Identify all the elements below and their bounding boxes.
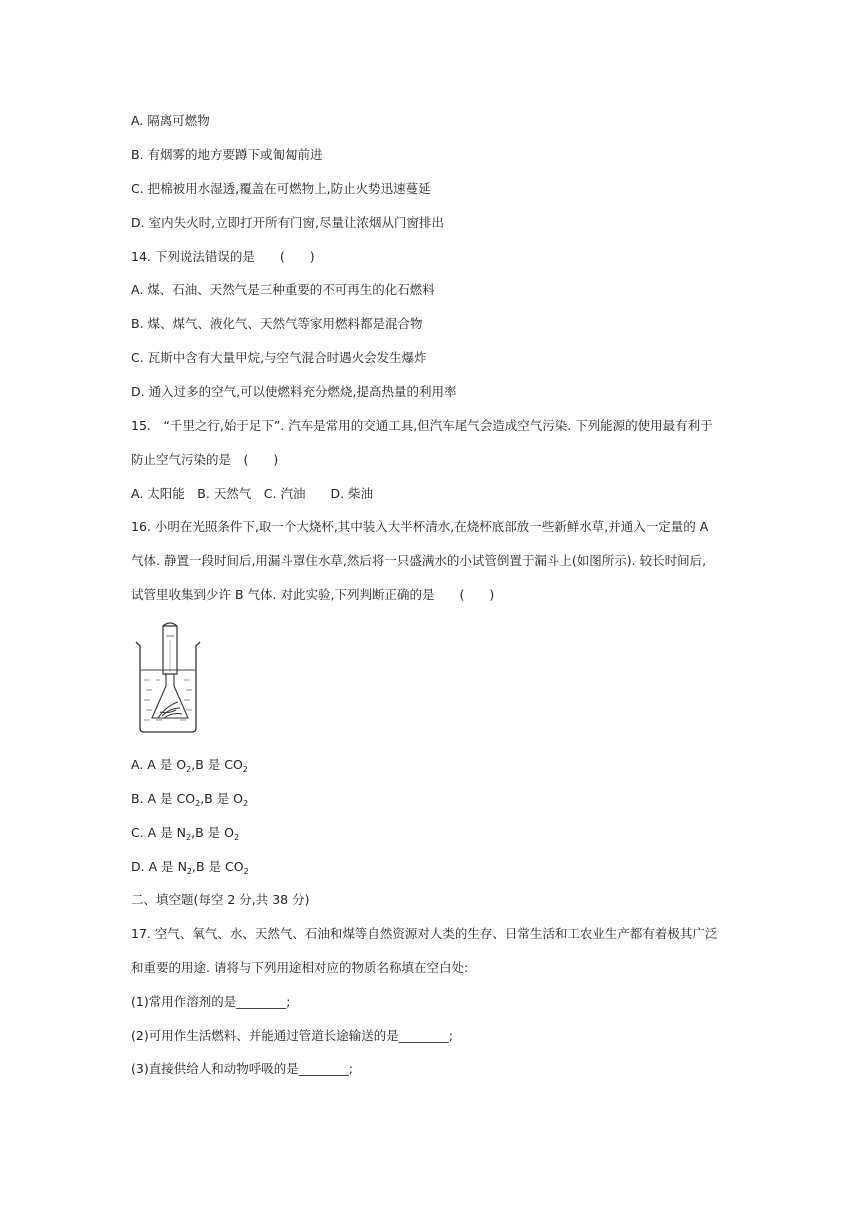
water-plant [158,702,182,718]
q14-stem: 14. 下列说法错误的是 ( ) [131,249,315,264]
q16-stem-line3: 试管里收集到少许 B 气体. 对此实验,下列判断正确的是 ( ) [131,587,495,602]
water-dashes [144,680,192,720]
q15-stem-line1: 15. “千里之行,始于足下”. 汽车是常用的交通工具,但汽车尾气会造成空气污染. 下列能源的使用最有利于 [131,418,713,433]
q13-option-a: A. 隔离可燃物 [131,113,210,128]
beaker-funnel-figure [132,622,204,734]
q14-option-b: B. 煤、煤气、液化气、天然气等家用燃料都是混合物 [131,316,423,331]
q13-option-b: B. 有烟雾的地方要蹲下或匍匐前进 [131,147,323,162]
q16-option-b: B. A 是 $CO_2,B$ 是 $O_2$ [131,791,249,808]
q17-stem-line1: 17. 空气、氧气、水、天然气、石油和煤等自然资源对人类的生存、日常生活和工农业生产都有着极其广泛 [131,926,718,941]
q16-stem-line2: 气体. 静置一段时间后,用漏斗罩住水草,然后将一只盛满水的小试管倒置于漏斗上(如图所示). 较长时间后, [131,553,707,568]
q15-stem-line2: 防止空气污染的是 ( ) [131,452,279,467]
q17-stem-line2: 和重要的用途. 请将与下列用途相对应的物质名称填在空白处: [131,960,469,975]
q15-options: A. 太阳能 B. 天然气 C. 汽油 D. 柴油 [131,486,374,501]
q13-option-c: C. 把棉被用水湿透,覆盖在可燃物上,防止火势迅速蔓延 [131,181,431,196]
q14-option-a: A. 煤、石油、天然气是三种重要的不可再生的化石燃料 [131,282,435,297]
section-fill-blank-title: 二、填空题(每空 2 分,共 38 分) [131,892,310,907]
q14-option-d: D. 通入过多的空气,可以使燃料充分燃烧,提高热量的利用率 [131,384,457,399]
q14-option-c: C. 瓦斯中含有大量甲烷,与空气混合时遇火会发生爆炸 [131,350,427,365]
q16-option-d: D. A 是 $N_2,B$ 是 $CO_2$ [131,859,249,876]
funnel [152,674,188,718]
q16-option-c: C. A 是 $N_2,B$ 是 $O_2$ [131,825,240,842]
q17-item-2: (2)可用作生活燃料、并能通过管道长途输送的是________; [131,1028,453,1043]
q17-item-1: (1)常用作溶剂的是________; [131,994,291,1009]
beaker-funnel-diagram [132,622,204,734]
q16-option-a: A. A 是 $O_2,B$ 是 $CO_2$ [131,757,248,774]
q17-item-3: (3)直接供给人和动物呼吸的是________; [131,1061,353,1076]
q16-stem-line1: 16. 小明在光照条件下,取一个大烧杯,其中装入大半杯清水,在烧杯底部放一些新鲜水草,并通入一定量的 A [131,519,709,534]
q13-option-d: D. 室内失火时,立即打开所有门窗,尽量让浓烟从门窗排出 [131,215,445,230]
